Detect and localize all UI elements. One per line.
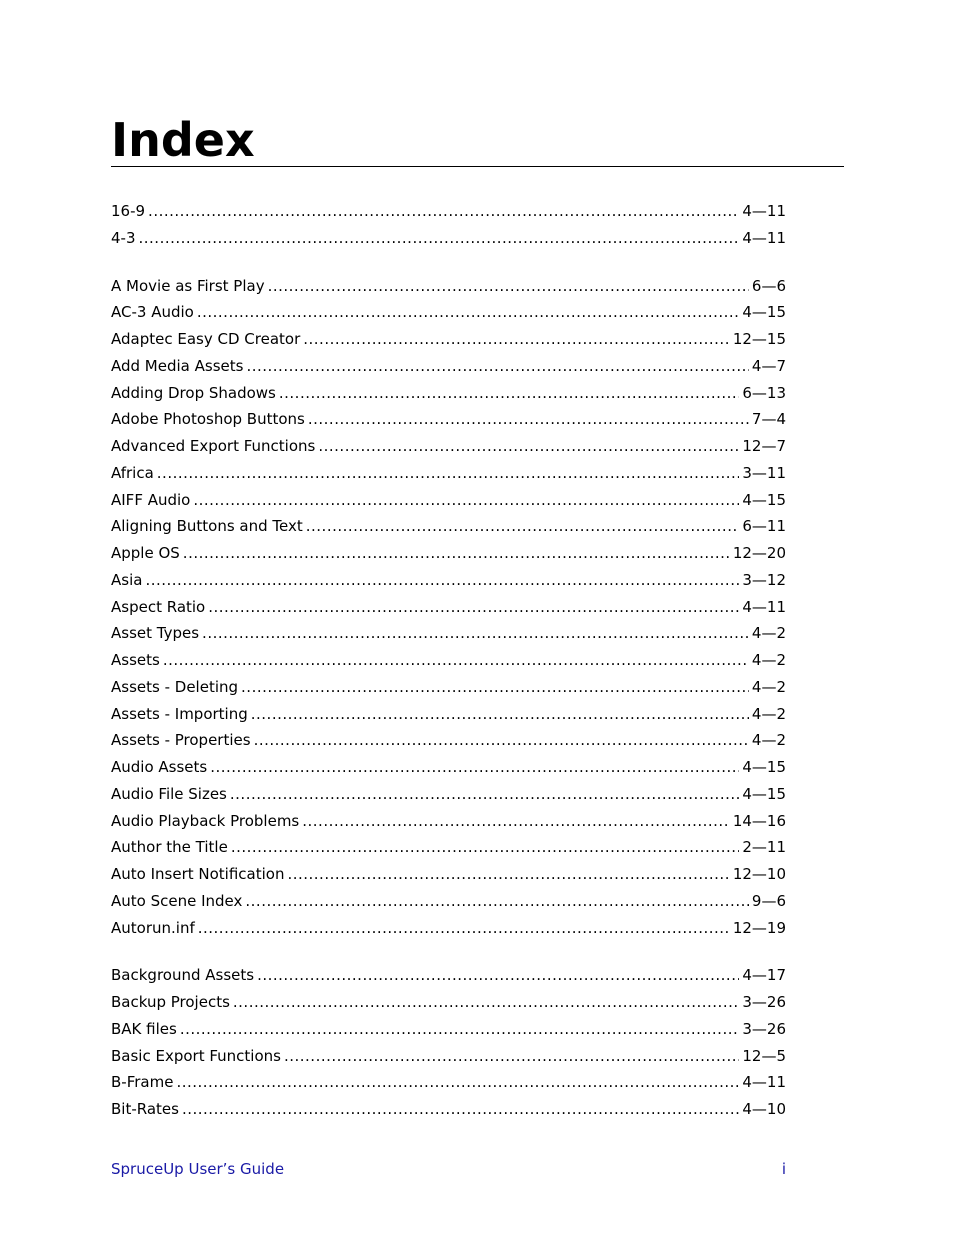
dot-leader (157, 460, 740, 487)
index-entry (111, 460, 786, 487)
index-page-ref: 12—5 (742, 1046, 786, 1065)
index-page-ref: 6—11 (742, 517, 786, 536)
index-entry (111, 834, 786, 861)
dot-leader (303, 326, 730, 353)
index-term: AC-3 Audio (111, 303, 194, 322)
page-title: Index (111, 113, 255, 167)
index-entry (111, 1016, 786, 1043)
index-page-ref: 3—26 (742, 1019, 786, 1038)
index-page-ref: 6—6 (751, 276, 786, 295)
index-entry (111, 620, 786, 647)
index-term: Africa (111, 463, 154, 482)
index-entry (111, 701, 786, 728)
dot-leader (254, 727, 749, 754)
index-entry (111, 225, 786, 252)
index-page-ref: 3—11 (742, 463, 786, 482)
dot-leader (284, 1043, 739, 1070)
index-group-b (111, 962, 786, 1123)
index-term: Assets (111, 651, 160, 669)
dot-leader (145, 567, 739, 594)
dot-leader (193, 487, 739, 514)
index-term: Audio Assets (111, 758, 208, 776)
index-term: Asia (111, 570, 143, 589)
dot-leader (210, 754, 739, 781)
index-group-numeric (111, 198, 786, 252)
index-page-ref: 12—7 (742, 437, 786, 455)
dot-leader (318, 433, 739, 460)
index-entry (111, 1096, 786, 1123)
index-page-ref: 4—17 (742, 966, 786, 985)
index-term: Backup Projects (111, 993, 230, 1011)
index-term: Audio File Sizes (111, 784, 227, 803)
dot-leader (246, 353, 748, 380)
index-entry (111, 1069, 786, 1096)
index-term: Adding Drop Shadows (111, 383, 276, 402)
index-term: Basic Export Functions (111, 1046, 281, 1065)
index-entry (111, 674, 786, 701)
index-page-ref: 12—15 (732, 330, 786, 348)
index-term: Adobe Photoshop Buttons (111, 410, 305, 429)
index-page-ref: 3—12 (742, 570, 786, 589)
dot-leader (198, 915, 730, 942)
index-page-ref: 4—2 (751, 677, 786, 696)
index-term: Background Assets (111, 966, 255, 985)
index-group-a (111, 273, 786, 942)
index-term: AIFF Audio (111, 490, 191, 509)
dot-leader (279, 380, 739, 407)
index-page-ref: 4—11 (742, 202, 786, 220)
index-entry (111, 781, 786, 808)
dot-leader (139, 225, 740, 252)
index-entry (111, 326, 786, 353)
index-term: Assets - Importing (111, 704, 248, 723)
index-entry (111, 513, 786, 540)
index-page-ref: 4—15 (742, 303, 786, 322)
index-term: Assets - Properties (111, 731, 251, 750)
index-page-ref: 4—2 (751, 731, 786, 750)
dot-leader (251, 701, 749, 728)
index-term: Aligning Buttons and Text (111, 517, 303, 536)
index-page-ref: 4—7 (751, 356, 786, 375)
index-page-ref: 4—15 (742, 758, 786, 776)
page-footer (111, 1158, 786, 1180)
index-entry (111, 540, 786, 567)
dot-leader (148, 198, 739, 225)
index-page-ref: 9—6 (751, 891, 786, 910)
index-term: Asset Types (111, 624, 200, 643)
index-entry (111, 962, 786, 989)
index-term: B-Frame (111, 1073, 174, 1092)
dot-leader (183, 540, 730, 567)
index-entry (111, 915, 786, 942)
dot-leader (180, 1016, 740, 1043)
index-entry (111, 888, 786, 915)
index-entry (111, 594, 786, 621)
index-term: 16-9 (111, 202, 146, 220)
index-page-ref: 4—10 (742, 1100, 786, 1118)
index-entry (111, 406, 786, 433)
index-page-ref: 4—11 (742, 1073, 786, 1092)
index-entry (111, 487, 786, 514)
index-term: Aspect Ratio (111, 597, 206, 616)
index-term: A Movie as First Play (111, 276, 265, 295)
index-term: Author the Title (111, 838, 228, 857)
index-entry (111, 567, 786, 594)
index-term: 4-3 (111, 228, 136, 247)
index-page-ref: 12—10 (732, 865, 786, 883)
dot-leader (176, 1069, 739, 1096)
dot-leader (233, 989, 739, 1016)
index-entry (111, 433, 786, 460)
dot-leader (306, 513, 740, 540)
dot-leader (202, 620, 749, 647)
dot-leader (257, 962, 739, 989)
index-entry (111, 380, 786, 407)
dot-leader (241, 674, 749, 701)
index-entry (111, 647, 786, 674)
index-term: Advanced Export Functions (111, 437, 316, 455)
index-page-ref: 4—15 (742, 490, 786, 509)
index-term: Autorun.inf (111, 918, 195, 937)
index-page-ref: 6—13 (742, 383, 786, 402)
index-list (111, 198, 786, 1123)
dot-leader (208, 594, 739, 621)
dot-leader (163, 647, 749, 674)
index-page-ref: 4—2 (751, 651, 786, 669)
index-term: Adaptec Easy CD Creator (111, 330, 301, 348)
index-term: Assets - Deleting (111, 677, 239, 696)
index-entry (111, 1043, 786, 1070)
dot-leader (308, 406, 749, 433)
index-entry (111, 754, 786, 781)
index-term: Auto Scene Index (111, 891, 243, 910)
index-page-ref: 4—2 (751, 704, 786, 723)
index-page-ref: 3—26 (742, 993, 786, 1011)
dot-leader (230, 781, 739, 808)
index-page-ref: 7—4 (751, 410, 786, 429)
index-entry (111, 273, 786, 300)
dot-leader (287, 861, 729, 888)
index-page-ref: 14—16 (732, 811, 786, 830)
index-entry (111, 299, 786, 326)
footer-guide-title: SpruceUp User’s Guide (111, 1160, 285, 1178)
dot-leader (245, 888, 749, 915)
index-entry (111, 808, 786, 835)
index-entry (111, 727, 786, 754)
index-page-ref: 2—11 (742, 838, 786, 857)
index-term: BAK files (111, 1019, 177, 1038)
dot-leader (231, 834, 740, 861)
dot-leader (268, 273, 749, 300)
index-entry (111, 989, 786, 1016)
title-divider (111, 166, 844, 167)
index-entry (111, 861, 786, 888)
index-term: Bit-Rates (111, 1100, 179, 1118)
footer-page-number: i (781, 1160, 786, 1178)
index-entry (111, 198, 786, 225)
index-page-ref: 4—11 (742, 597, 786, 616)
dot-leader (197, 299, 740, 326)
index-term: Apple OS (111, 544, 180, 562)
index-page-ref: 12—19 (732, 918, 786, 937)
index-page-ref: 4—11 (742, 228, 786, 247)
dot-leader (182, 1096, 739, 1123)
index-term: Auto Insert Notification (111, 865, 285, 883)
index-entry (111, 353, 786, 380)
index-term: Add Media Assets (111, 356, 244, 375)
index-page-ref: 4—15 (742, 784, 786, 803)
index-page-ref: 12—20 (732, 544, 786, 562)
index-term: Audio Playback Problems (111, 811, 300, 830)
dot-leader (302, 808, 730, 835)
index-page-ref: 4—2 (751, 624, 786, 643)
